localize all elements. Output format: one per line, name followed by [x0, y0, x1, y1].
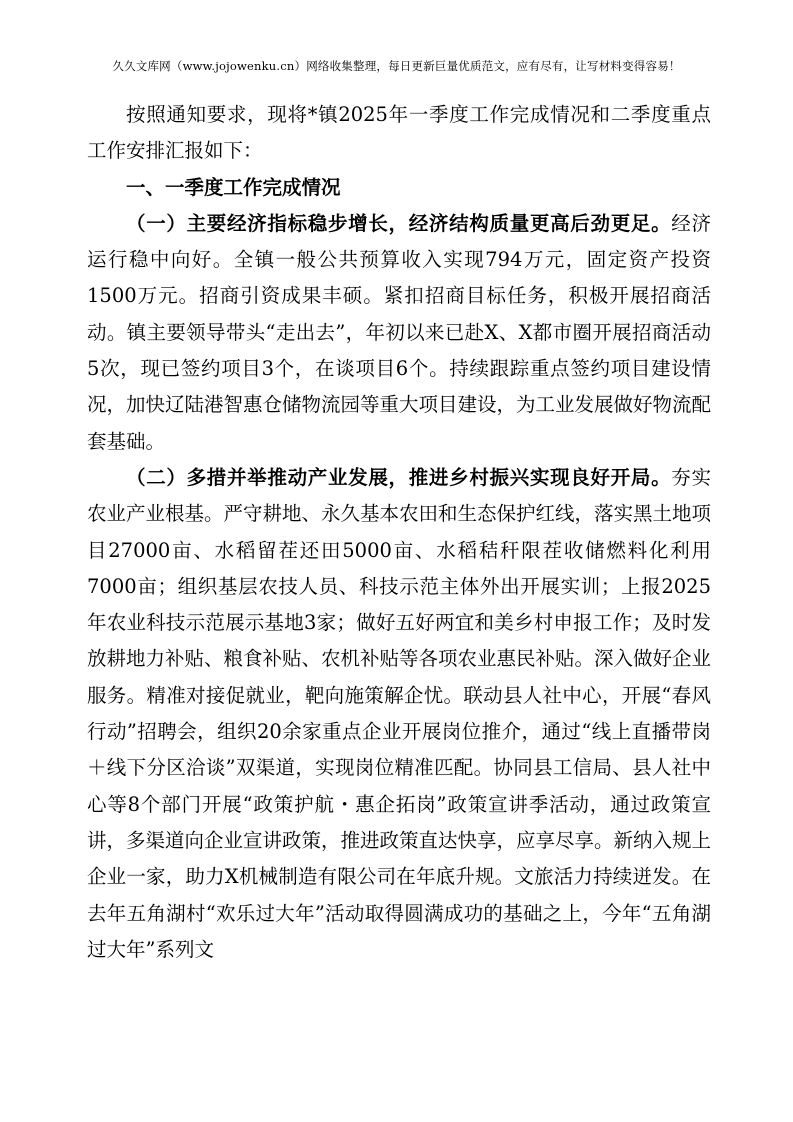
paragraph-body: 夯实农业产业根基。严守耕地、永久基本农田和生态保护红线，落实黑土地项目27000亩、水稻留茬还田5000亩、水稻秸秆限茬收储燃料化利用7000亩；组织基层农技人员、科技示范主体外出开展实训；上报2025年农业科技示范展示基地3家；做好五好两宜和美乡村申报工作；及时发放耕地力补贴、粮食补贴、农机补贴等各项农业惠民补贴。深入做好企业服务。精准对接促就业，靶向施策解企忧。联动县人社中心，开展“春风行动”招聘会，组织20余家重点企业开展岗位推介，通过“线上直播带岗＋线下分区洽谈”双渠道，实现岗位精准匹配。协同县工信局、县人社中心等8个部门开展“政策护航・惠企拓岗”政策宣讲季活动，通过政策宣讲，多渠道向企业宣讲政策，推进政策直达快享，应享尽享。新纳入规上企业一家，助力X机械制造有限公司在年底升规。文旅活力持续迸发。在去年五角湖村“欢乐过大年”活动取得圆满成功的基础之上，今年“五角湖过大年”系列文	[87, 465, 712, 961]
paragraph-economy	[87, 206, 711, 460]
paragraph-body: 经济运行稳中向好。全镇一般公共预算收入实现794万元，固定资产投资1500万元。招商引资成果丰硕。紧扣招商目标任务，积极开展招商活动。镇主要领导带头“走出去”，年初以来已赴X、X都市圈开展招商活动5次，现已签约项目3个，在谈项目6个。持续跟踪重点签约项目建设情况，加快辽陆港智惠仓储物流园等重大项目建设，为工业发展做好物流配套基础。	[87, 211, 712, 453]
paragraph-industry	[87, 460, 711, 968]
document-body	[87, 97, 711, 968]
intro-paragraph: 按照通知要求，现将*镇2025年一季度工作完成情况和二季度重点工作安排汇报如下：	[87, 103, 711, 163]
section-heading: 一、一季度工作完成情况	[126, 175, 341, 199]
paragraph-lead: （二）多措并举推动产业发展，推进乡村振兴实现良好开局。	[126, 465, 672, 489]
page-header: 久久文库网（www.jojowenku.cn）网络收集整理，每日更新巨量优质范文，应有尽有，让写材料变得容易！	[112, 59, 681, 73]
paragraph-lead: （一）主要经济指标稳步增长，经济结构质量更高后劲更足。	[126, 211, 672, 235]
